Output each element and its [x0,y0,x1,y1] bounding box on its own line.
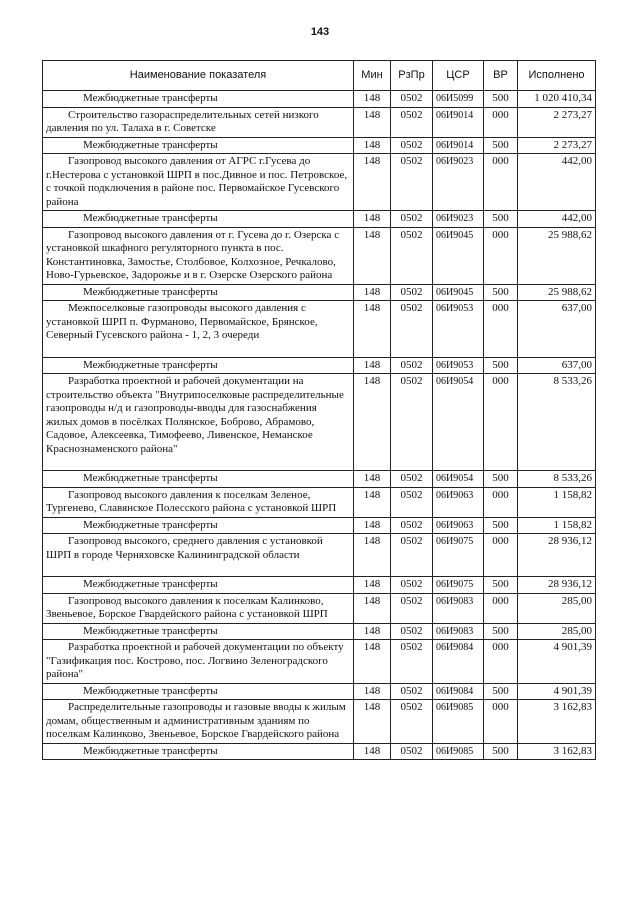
cell-vr: 000 [484,534,518,577]
cell-done: 637,00 [518,357,596,374]
cell-csr: 06И9084 [433,683,484,700]
cell-min: 148 [354,640,391,684]
cell-min: 148 [354,700,391,744]
cell-vr: 000 [484,374,518,471]
cell-min: 148 [354,107,391,137]
table-row-item [43,374,596,471]
cell-rzpr: 0502 [391,227,433,284]
cell-rzpr: 0502 [391,683,433,700]
table-row-transfer [43,137,596,154]
cell-name [43,227,354,284]
cell-done: 8 533,26 [518,374,596,471]
cell-min: 148 [354,154,391,211]
cell-min: 148 [354,683,391,700]
cell-vr: 000 [484,593,518,623]
cell-csr: 06И9054 [433,471,484,488]
cell-rzpr: 0502 [391,577,433,594]
cell-csr: 06И9014 [433,137,484,154]
header-name: Наименование показателя [43,61,354,91]
cell-rzpr: 0502 [391,301,433,358]
cell-name-text: Газопровод высокого давления от АГРС г.Гусева до г.Нестерова с установкой ШРП в пос.Дивное и пос. Петровское, с точкой подключения в районе пос. Первомайское Гусевского района [46,155,348,208]
cell-min: 148 [354,137,391,154]
cell-vr: 500 [484,284,518,301]
cell-vr: 000 [484,700,518,744]
cell-csr: 06И9075 [433,534,484,577]
cell-done: 637,00 [518,301,596,358]
cell-min: 148 [354,301,391,358]
cell-vr: 500 [484,577,518,594]
table-row-item [43,301,596,358]
budget-table [42,60,596,760]
table-body [43,91,596,760]
cell-name-text: Газопровод высокого давления от г. Гусева до г. Озерска с установкой шкафного регуляторного пункта в пос. Константиновка, Замостье, Столбовое, Колхозное, Речкалово, Ново-Гурьевское, Задорожье и в г. Озерске Озерского района [46,228,340,281]
cell-name [43,374,354,471]
cell-min: 148 [354,534,391,577]
cell-name [43,640,354,684]
cell-csr: 06И9045 [433,284,484,301]
cell-done: 3 162,83 [518,700,596,744]
cell-name: Межбюджетные трансферты [43,517,354,534]
cell-name [43,107,354,137]
table-row-item [43,593,596,623]
cell-rzpr: 0502 [391,700,433,744]
cell-rzpr: 0502 [391,593,433,623]
cell-csr: 06И9083 [433,623,484,640]
cell-vr: 500 [484,517,518,534]
cell-name-text: Распределительные газопроводы и газовые вводы к жилым домам, общественным и административным зданиям по поселкам Калинково, Звеньевое, Борское Гвардейского района [46,701,346,740]
cell-done: 285,00 [518,593,596,623]
page-number: 143 [310,26,330,38]
cell-csr: 06И9063 [433,487,484,517]
cell-csr: 06И5099 [433,91,484,108]
cell-name-text: Разработка проектной и рабочей документации на строительство объекта "Внутрипоселковые распределительные газопроводы н/д и газопроводы-вводы для газоснабжения жилых домов в посёлках Полянское, Боброво, Абрамово, Садовое, Алексеевка, Тимофеево, Ливенское, Неманское Краснознаменского района" [46,375,344,455]
cell-min: 148 [354,374,391,471]
cell-min: 148 [354,471,391,488]
cell-rzpr: 0502 [391,107,433,137]
cell-done: 1 020 410,34 [518,91,596,108]
table-row-item [43,487,596,517]
cell-done: 1 158,82 [518,517,596,534]
cell-vr: 500 [484,623,518,640]
cell-done: 2 273,27 [518,137,596,154]
cell-csr: 06И9075 [433,577,484,594]
header-csr: ЦСР [433,61,484,91]
cell-name: Межбюджетные трансферты [43,623,354,640]
cell-name-text: Газопровод высокого давления к поселкам Зеленое, Тургенево, Славянское Полесского района с установкой ШРП [46,488,337,514]
table-row-transfer [43,683,596,700]
cell-name: Межбюджетные трансферты [43,357,354,374]
table-header-row [43,61,596,91]
cell-min: 148 [354,487,391,517]
cell-min: 148 [354,211,391,228]
cell-name [43,487,354,517]
cell-done: 4 901,39 [518,640,596,684]
cell-vr: 000 [484,487,518,517]
table-row-transfer [43,623,596,640]
cell-name-text: Газопровод высокого давления к поселкам Калинково, Звеньевое, Борское Гвардейского района с установкой ШРП [46,594,328,620]
cell-min: 148 [354,623,391,640]
cell-csr: 06И9045 [433,227,484,284]
table-row-transfer [43,284,596,301]
cell-vr: 500 [484,211,518,228]
cell-csr: 06И9054 [433,374,484,471]
table-row-item [43,534,596,577]
table-row-transfer [43,357,596,374]
table-row-transfer [43,517,596,534]
cell-min: 148 [354,743,391,760]
cell-vr: 000 [484,107,518,137]
table-row-transfer [43,471,596,488]
table-row-transfer [43,577,596,594]
cell-csr: 06И9084 [433,640,484,684]
cell-vr: 500 [484,743,518,760]
header-min: Мин [354,61,391,91]
cell-done: 28 936,12 [518,577,596,594]
cell-rzpr: 0502 [391,91,433,108]
cell-name [43,700,354,744]
cell-min: 148 [354,357,391,374]
cell-rzpr: 0502 [391,374,433,471]
header-done: Исполнено [518,61,596,91]
table-row-item [43,107,596,137]
cell-rzpr: 0502 [391,471,433,488]
cell-rzpr: 0502 [391,517,433,534]
cell-name: Межбюджетные трансферты [43,743,354,760]
cell-name: Межбюджетные трансферты [43,211,354,228]
cell-done: 28 936,12 [518,534,596,577]
cell-done: 25 988,62 [518,227,596,284]
cell-vr: 000 [484,640,518,684]
cell-min: 148 [354,517,391,534]
cell-name: Межбюджетные трансферты [43,91,354,108]
cell-min: 148 [354,577,391,594]
cell-name-text: Разработка проектной и рабочей документации по объекту "Газификация пос. Кострово, пос. Логвино Зеленоградского района" [46,641,344,680]
cell-name [43,593,354,623]
cell-done: 2 273,27 [518,107,596,137]
table-row-transfer [43,211,596,228]
cell-name [43,534,354,577]
cell-name [43,301,354,358]
cell-min: 148 [354,91,391,108]
cell-rzpr: 0502 [391,743,433,760]
cell-name: Межбюджетные трансферты [43,137,354,154]
cell-vr: 000 [484,301,518,358]
cell-rzpr: 0502 [391,357,433,374]
cell-vr: 000 [484,154,518,211]
cell-name: Межбюджетные трансферты [43,683,354,700]
cell-csr: 06И9053 [433,301,484,358]
cell-rzpr: 0502 [391,137,433,154]
cell-vr: 500 [484,471,518,488]
cell-csr: 06И9023 [433,211,484,228]
cell-csr: 06И9085 [433,700,484,744]
cell-done: 25 988,62 [518,284,596,301]
cell-rzpr: 0502 [391,640,433,684]
table-row-item [43,227,596,284]
cell-vr: 500 [484,357,518,374]
cell-rzpr: 0502 [391,534,433,577]
cell-csr: 06И9083 [433,593,484,623]
cell-name: Межбюджетные трансферты [43,577,354,594]
cell-done: 4 901,39 [518,683,596,700]
cell-rzpr: 0502 [391,487,433,517]
cell-done: 8 533,26 [518,471,596,488]
cell-rzpr: 0502 [391,154,433,211]
cell-done: 1 158,82 [518,487,596,517]
cell-rzpr: 0502 [391,211,433,228]
cell-csr: 06И9014 [433,107,484,137]
cell-name-text: Строительство газораспределительных сетей низкого давления по ул. Талаха в г. Советске [46,108,319,134]
table-row-item [43,640,596,684]
cell-done: 442,00 [518,211,596,228]
cell-done: 285,00 [518,623,596,640]
cell-name [43,154,354,211]
cell-csr: 06И9085 [433,743,484,760]
cell-csr: 06И9053 [433,357,484,374]
cell-name-text: Межпоселковые газопроводы высокого давления с установкой ШРП п. Фурманово, Первомайское, Брянское, Северный Гусевского района - 1, 2, 3 очереди [46,302,318,341]
cell-min: 148 [354,284,391,301]
table-row-transfer [43,743,596,760]
cell-csr: 06И9023 [433,154,484,211]
cell-name-text: Газопровод высокого, среднего давления с установкой ШРП в городе Черняховске Калининградской области [46,535,323,561]
cell-vr: 000 [484,227,518,284]
cell-vr: 500 [484,683,518,700]
table-row-transfer [43,91,596,108]
header-vr: ВР [484,61,518,91]
table-row-item [43,154,596,211]
cell-rzpr: 0502 [391,623,433,640]
cell-vr: 500 [484,91,518,108]
cell-csr: 06И9063 [433,517,484,534]
cell-name: Межбюджетные трансферты [43,471,354,488]
table-row-item [43,700,596,744]
cell-done: 3 162,83 [518,743,596,760]
cell-done: 442,00 [518,154,596,211]
header-rzpr: РзПр [391,61,433,91]
cell-min: 148 [354,227,391,284]
cell-vr: 500 [484,137,518,154]
cell-name: Межбюджетные трансферты [43,284,354,301]
cell-min: 148 [354,593,391,623]
cell-rzpr: 0502 [391,284,433,301]
